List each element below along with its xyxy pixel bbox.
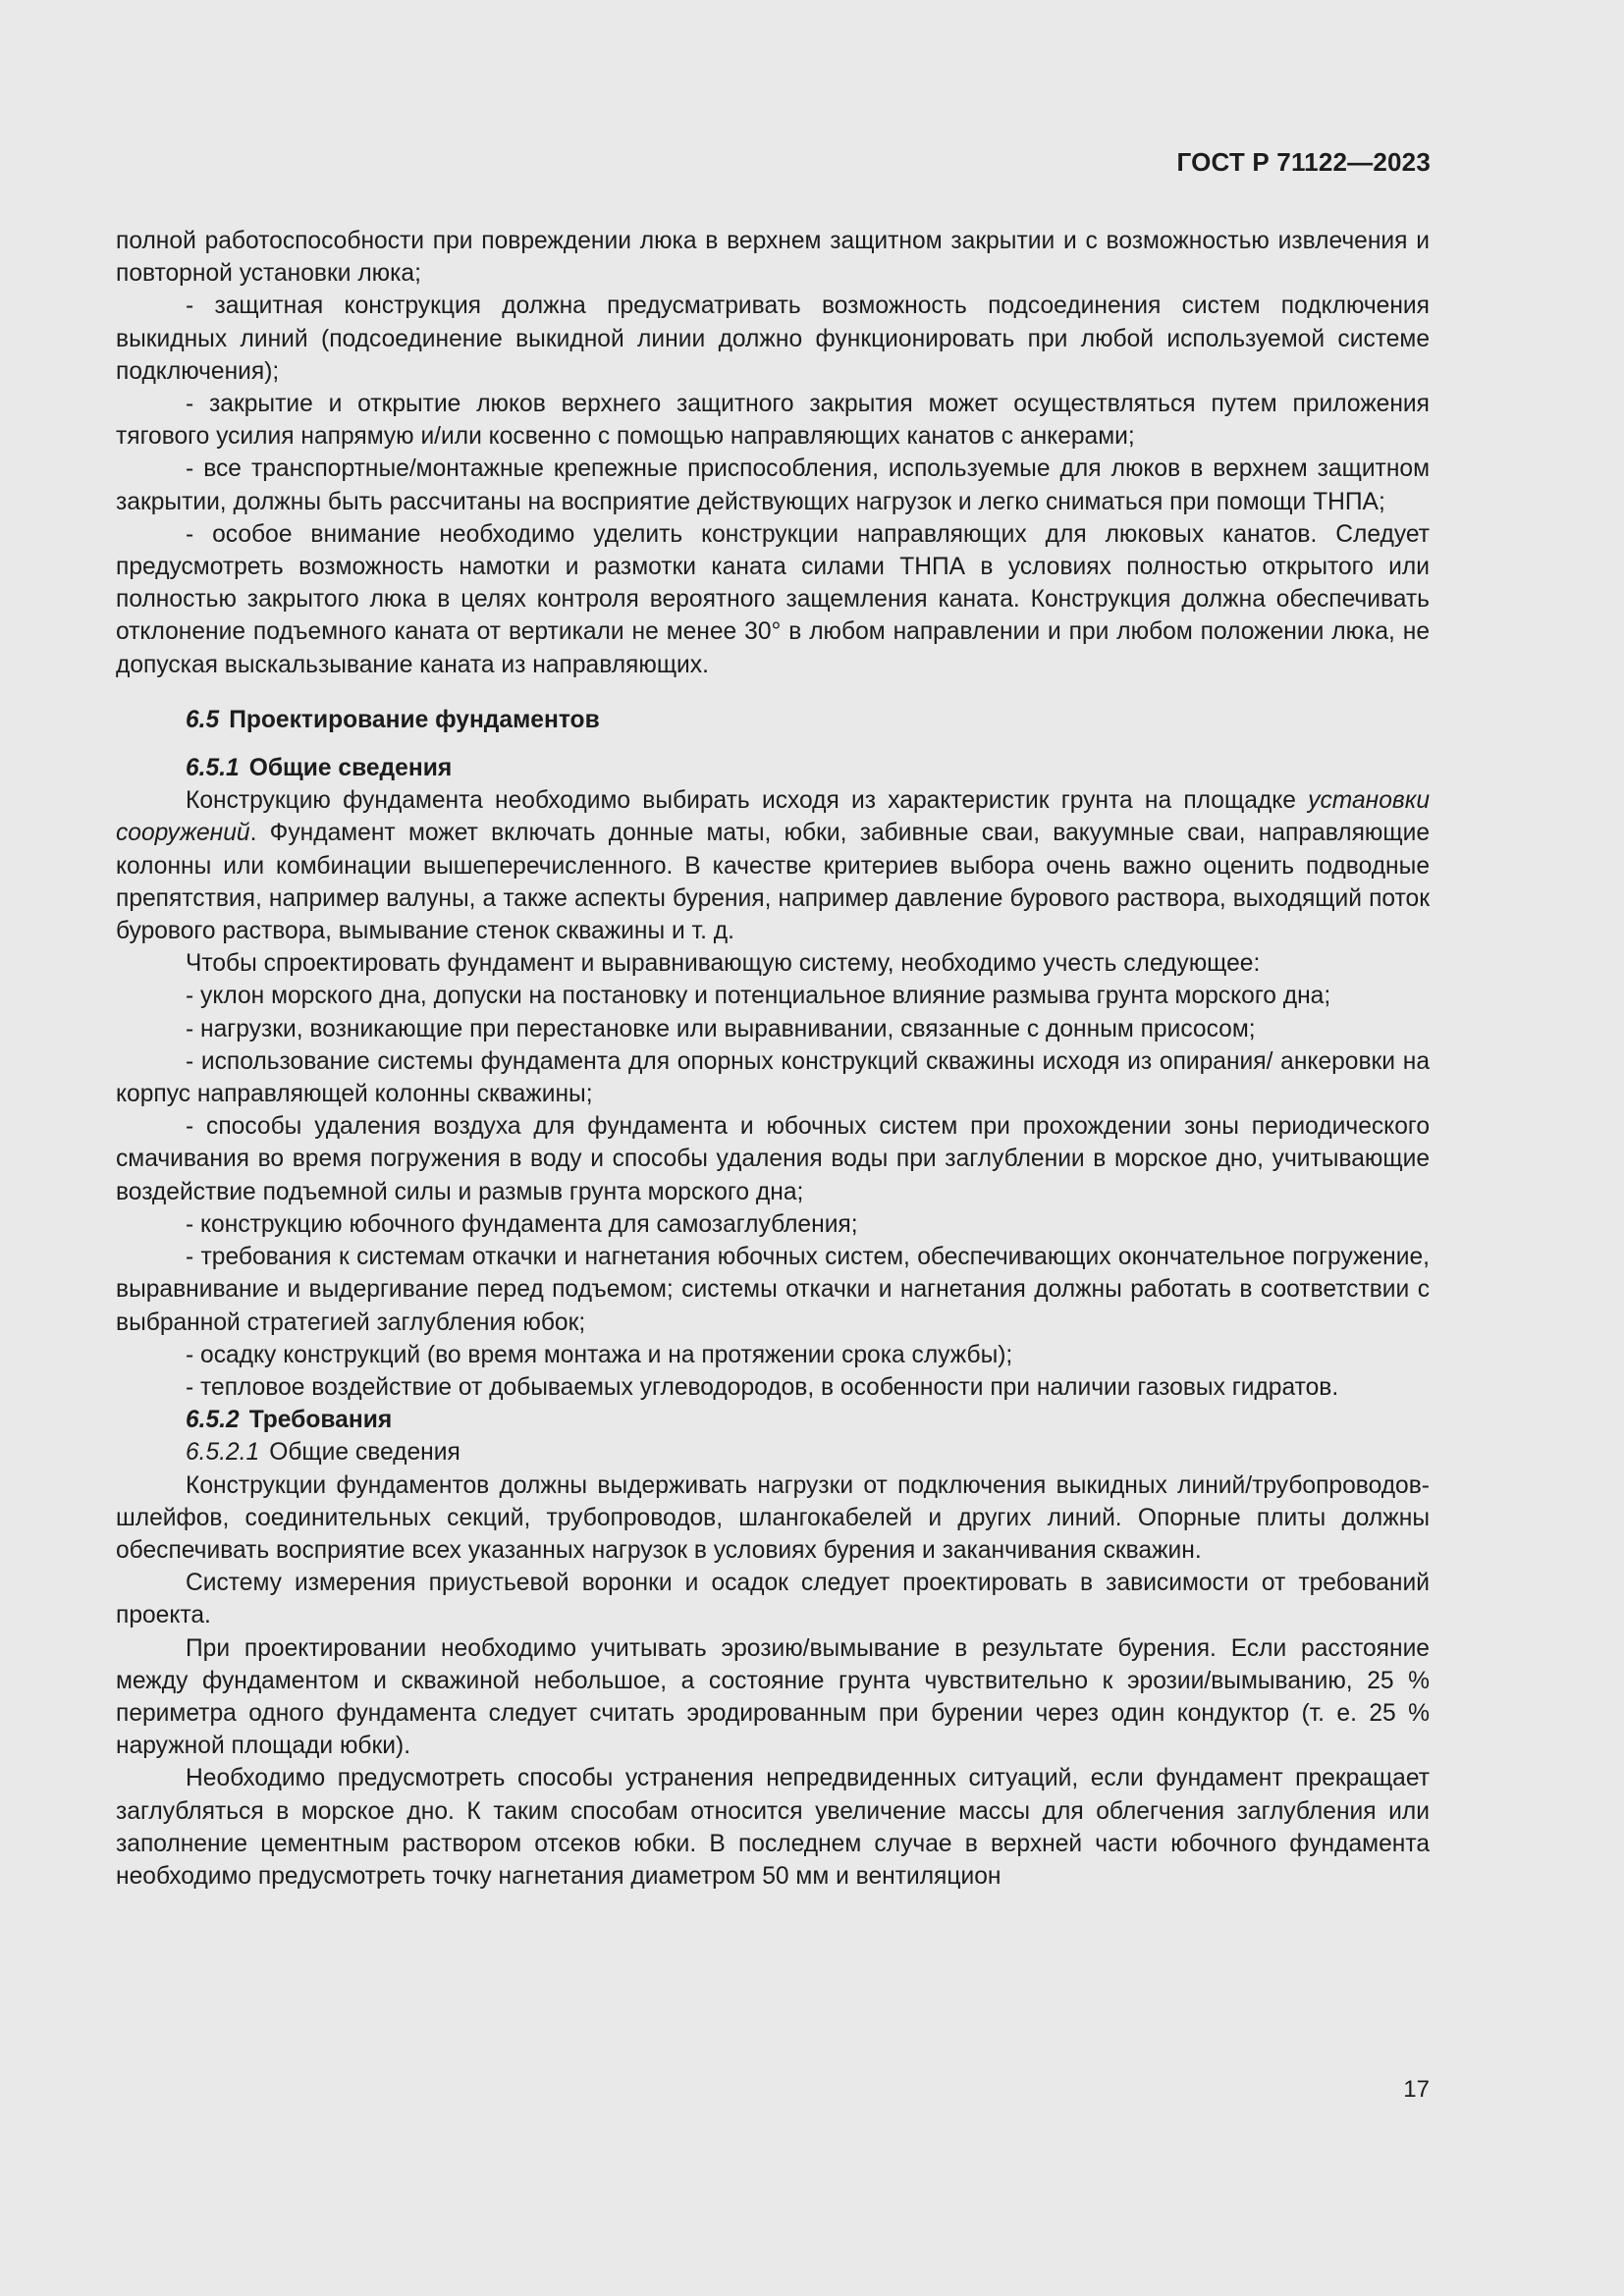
- section-title: Общие сведения: [248, 755, 453, 782]
- page-number: 17: [1403, 2076, 1430, 2103]
- paragraph: При проектировании необходимо учитывать эрозию/вымывание в результате бурения. Если расстояние между фундаментом и скважиной небольшое, а состояние грунта чувствительно к эрозии/вымыванию, 25 % периметра одного фундамента следует считать эродированным при бурении через один кондуктор (т. е. 25 % наружной площади юбки).: [116, 1634, 1430, 1760]
- section-title: Требования: [248, 1407, 393, 1434]
- paragraph: Чтобы спроектировать фундамент и выравнивающую систему, необходимо учесть следующее:: [186, 950, 1261, 978]
- list-item: - конструкцию юбочного фундамента для самозаглубления;: [186, 1210, 858, 1238]
- list-item: - требования к системам откачки и нагнетания юбочных систем, обеспечивающих окончательное погружение, выравнивание и выдергивание перед подъемом; системы откачки и нагнетания должны работать в соответствии с выбранной стратегией заглубления юбок;: [116, 1244, 1430, 1336]
- list-item: - осадку конструкций (во время монтажа и на протяжении срока службы);: [186, 1341, 1013, 1368]
- italic-term: установки сооружений: [116, 787, 1430, 847]
- paragraph-continuation: полной работоспособности при повреждении люка в верхнем защитном закрытии и с возможностью извлечения и повторной установки люка;: [116, 228, 1430, 288]
- section-title: Общие сведения: [269, 1439, 460, 1467]
- paragraph: Систему измерения приустьевой воронки и осадок следует проектировать в зависимости от требований проекта.: [116, 1570, 1430, 1629]
- section-title: Проектирование фундаментов: [229, 706, 600, 733]
- list-item: - закрытие и открытие люков верхнего защитного закрытия может осуществляться путем приложения тягового усилия напрямую и/или косвенно с помощью направляющих канатов с анкерами;: [116, 391, 1430, 451]
- section-heading-6-5-2-1: [116, 1436, 1430, 1468]
- section-heading-6-5-2: [116, 1404, 1430, 1436]
- page-content: [116, 225, 1430, 1893]
- section-number: 6.5: [186, 706, 220, 733]
- document-header: ГОСТ Р 71122—2023: [1176, 147, 1431, 177]
- list-item: - уклон морского дна, допуски на постановку и потенциальное влияние размыва грунта морского дна;: [186, 983, 1331, 1010]
- list-item: - тепловое воздействие от добываемых углеводородов, в особенности при наличии газовых гидратов.: [186, 1373, 1339, 1401]
- list-item: - все транспортные/монтажные крепежные приспособления, используемые для люков в верхнем защитном закрытии, должны быть рассчитаны на восприятие действующих нагрузок и легко сниматься при помощи ТНПА;: [116, 455, 1430, 515]
- section-heading-6-5-1: [116, 752, 1430, 784]
- list-item: - использование системы фундамента для опорных конструкций скважины исходя из опирания/ анкеровки на корпус направляющей колонны скважины;: [116, 1047, 1430, 1108]
- list-item: - особое внимание необходимо уделить конструкции направляющих для люковых канатов. Следует предусмотреть возможность намотки и размотки каната силами ТНПА в условиях полностью открытого или полностью закрытого люка в целях контроля вероятного защемления каната. Конструкция должна обеспечивать отклонение подъемного каната от вертикали не менее 30° в любом направлении и при любом положении люка, не допуская выскальзывание каната из направляющих.: [116, 520, 1430, 678]
- section-number: 6.5.2: [186, 1407, 240, 1434]
- list-item: - нагрузки, возникающие при перестановке или выравнивании, связанные с донным присосом;: [186, 1015, 1256, 1042]
- paragraph: [116, 784, 1430, 947]
- list-item: - защитная конструкция должна предусматривать возможность подсоединения систем подключения выкидных линий (подсоединение выкидной линии должно функционировать при любой используемой системе подключения);: [116, 293, 1430, 385]
- section-heading-6-5: [116, 704, 1430, 736]
- section-number: 6.5.2.1: [186, 1439, 260, 1467]
- paragraph: Необходимо предусмотреть способы устранения непредвиденных ситуаций, если фундамент прекращает заглубляться в морское дно. К таким способам относится увеличение массы для облегчения заглубления или заполнение цементным раствором отсеков юбки. В последнем случае в верхней части юбочного фундамента необходимо предусмотреть точку нагнетания диаметром 50 мм и вентиляцион: [116, 1765, 1430, 1890]
- text-run: Конструкцию фундамента необходимо выбирать исходя из характеристик грунта на площадке: [186, 787, 1309, 815]
- section-number: 6.5.1: [186, 755, 240, 782]
- text-run: . Фундамент может включать донные маты, юбки, забивные сваи, вакуумные сваи, направляющие колонны или комбинации вышеперечисленного. В качестве критериев выбора очень важно оценить подводные препятствия, например валуны, а также аспекты бурения, например давление бурового раствора, выходящий поток бурового раствора, вымывание стенок скважины и т. д.: [116, 820, 1430, 945]
- list-item: - способы удаления воздуха для фундамента и юбочных систем при прохождении зоны периодического смачивания во время погружения в воду и способы удаления воды при заглублении в морское дно, учитывающие воздействие подъемной силы и размыв грунта морского дна;: [116, 1113, 1430, 1205]
- paragraph: Конструкции фундаментов должны выдерживать нагрузки от подключения выкидных линий/трубопроводов-шлейфов, соединительных секций, трубопроводов, шлангокабелей и других линий. Опорные плиты должны обеспечивать восприятие всех указанных нагрузок в условиях бурения и заканчивания скважин.: [116, 1471, 1430, 1564]
